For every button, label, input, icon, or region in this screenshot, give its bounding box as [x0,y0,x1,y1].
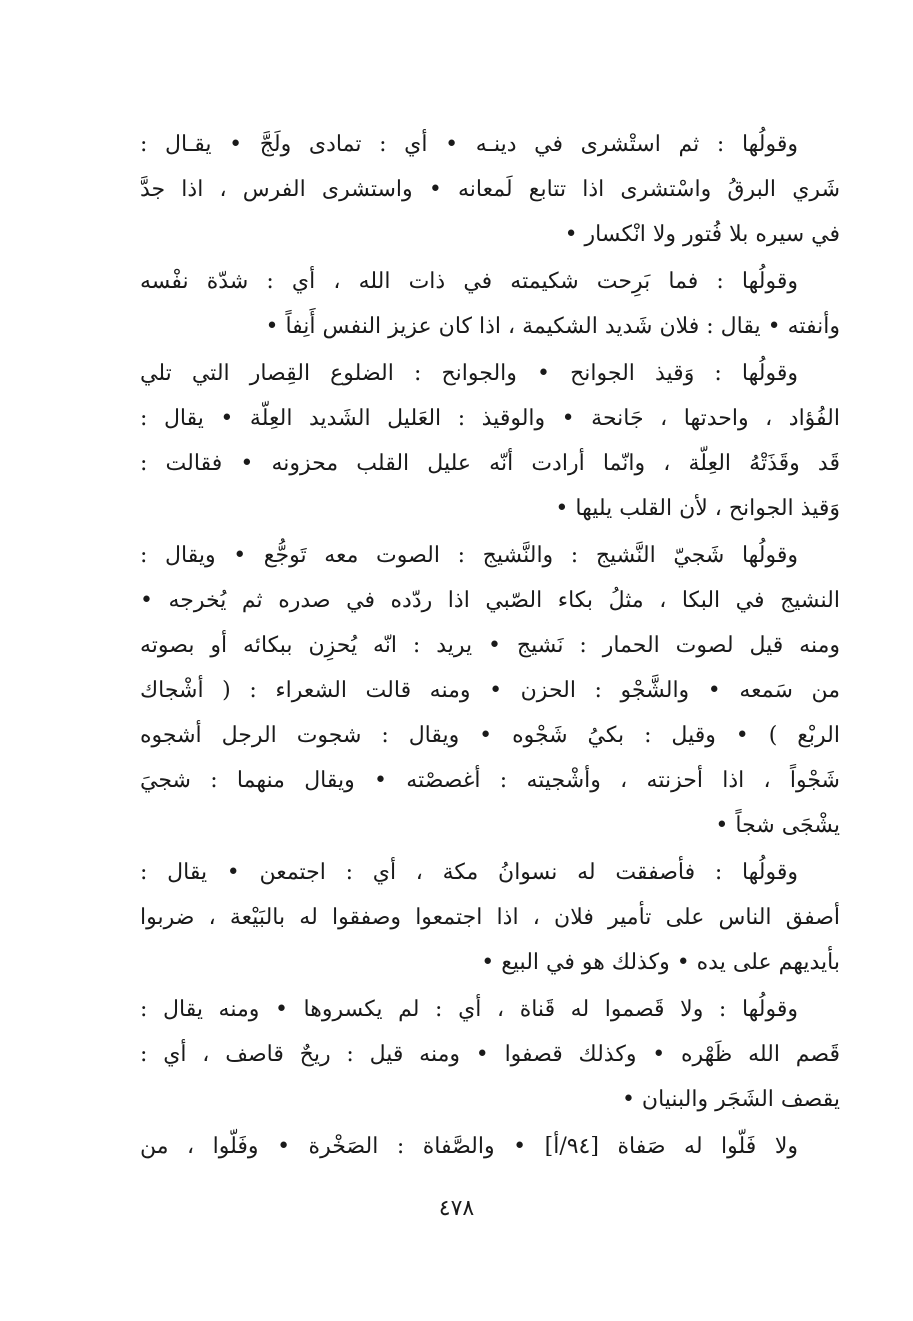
text-line: شَري البرقُ واسْتشرى اذا تتابع لَمعانه • واستشرى الفرس ، اذا جدَّ [140,177,840,202]
text-line: ولا فَلّوا له صَفاة [٩٤/أ] • والصَّفاة : الصَخْرة • وفَلّوا ، من [140,1134,798,1159]
paragraph [140,987,840,1122]
text-line: وأنفته • يقال : فلان شَديد الشكيمة ، اذا كان عزيز النفس أَنِفاً • [265,314,840,339]
text-line: في سيره بلا فُتور ولا انْكسار • [564,222,840,247]
text-line: وَقيذ الجوانح ، لأن القلب يليها • [555,496,840,521]
paragraph [140,259,840,349]
text-line: من سَمعه • والشَّجْو : الحزن • ومنه قالت الشعراء : ( أشْجاك [140,678,840,703]
text-line: وقولُها : فأصفقت له نسوانُ مكة ، أي : اجتمعن • يقال : [140,860,798,885]
page-text-body [140,122,840,1169]
text-line: النشيج في البكا ، مثلُ بكاء الصّبي اذا ردّده في صدره ثم يُخرجه • [140,588,840,613]
text-line: ومنه قيل لصوت الحمار : نَشيج • يريد : انّه يُحزِن ببكائه أو بصوته [140,633,840,658]
paragraph [140,533,840,848]
paragraph [140,351,840,531]
paragraph [140,1124,840,1169]
text-line: وقولُها : ثم استْشرى في دينـه • أي : تمادى ولَجَّ • يقـال : [140,132,798,157]
text-line: وقولُها : فما بَرِحت شكيمته في ذات الله ، أي : شدّة نفْسه [140,269,798,294]
text-line: وقولُها : وَقيذ الجوانح • والجوانح : الضلوع القِصار التي تلي [140,361,798,386]
paragraph [140,850,840,985]
text-line: وقولُها شَجيّ النَّشيج : والنَّشيج : الصوت معه تَوجُّع • ويقال : [140,543,798,568]
text-line: يشْجَى شجاً • [715,813,840,838]
text-line: قَصم الله ظَهْره • وكذلك قصفوا • ومنه قيل : ريحٌ قاصف ، أي : [140,1042,840,1067]
paragraph [140,122,840,257]
page-number: ٤٧٨ [438,1196,475,1221]
text-line: يقصف الشَجَر والبنيان • [621,1087,840,1112]
text-line: الربْع ) • وقيل : بكيُ شَجْوه • ويقال : شجوت الرجل أشجوه [140,723,840,748]
text-line: أصفق الناس على تأمير فلان ، اذا اجتمعوا وصفقوا له بالبَيْعة ، ضربوا [140,905,840,930]
text-line: وقولُها : ولا قَصموا له قَناة ، أي : لم يكسروها • ومنه يقال : [140,997,798,1022]
text-line: الفُؤاد ، واحدتها ، جَانحة • والوقيذ : العَليل الشَديد العِلّة • يقال : [140,406,840,431]
text-line: قَد وقَذَتْهُ العِلّة ، وانّما أرادت أنّه عليل القلب محزونه • فقالت : [140,451,840,476]
text-line: بأيديهم على يده • وكذلك هو في البيع • [481,950,840,975]
text-line: شَجْواً ، اذا أحزنته ، وأشْجيته : أغصصْته • ويقال منهما : شجيَ [140,768,840,793]
